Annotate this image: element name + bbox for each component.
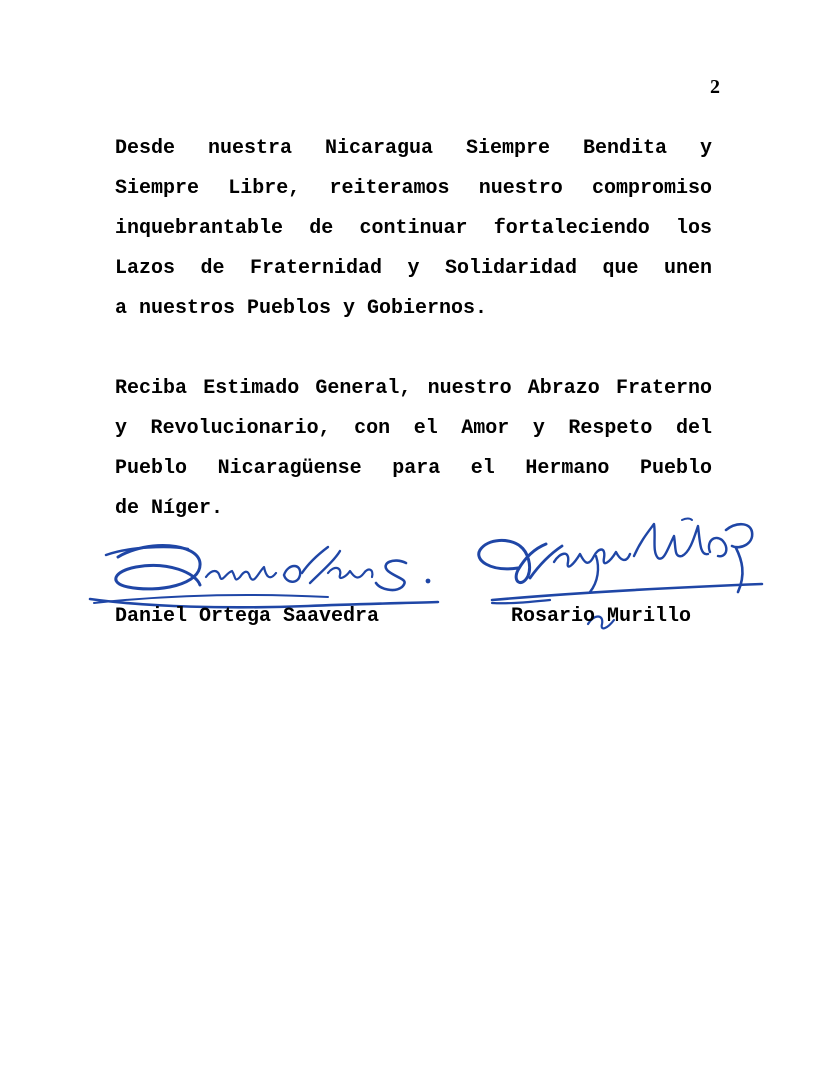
page-number: 2 — [710, 76, 720, 98]
paragraph-line: a nuestros Pueblos y Gobiernos. — [115, 297, 488, 320]
signatory-name-rosario-murillo: Rosario Murillo — [511, 605, 692, 628]
paragraph-line: Pueblo Nicaragüense para el Hermano Pueblo — [115, 457, 712, 480]
paragraph-commitment — [115, 129, 712, 329]
paragraph-line: de Níger. — [115, 497, 224, 520]
paragraph-line: Reciba Estimado General, nuestro Abrazo Fraterno — [115, 377, 712, 400]
signature-dot — [426, 579, 431, 584]
signature-daniel-ortega — [88, 533, 443, 613]
signature-ink — [88, 533, 443, 613]
paragraph-line: inquebrantable de continuar fortaleciendo los — [115, 217, 712, 240]
paragraph-line: Desde nuestra Nicaragua Siempre Bendita y — [115, 137, 712, 160]
paragraph-line: Lazos de Fraternidad y Solidaridad que unen — [115, 257, 712, 280]
paragraph-line: Siempre Libre, reiteramos nuestro compromiso — [115, 177, 712, 200]
paragraph-line: y Revolucionario, con el Amor y Respeto del — [115, 417, 712, 440]
signatory-name-daniel-ortega: Daniel Ortega Saavedra — [115, 605, 380, 628]
paragraph-closing-greeting — [115, 369, 712, 529]
